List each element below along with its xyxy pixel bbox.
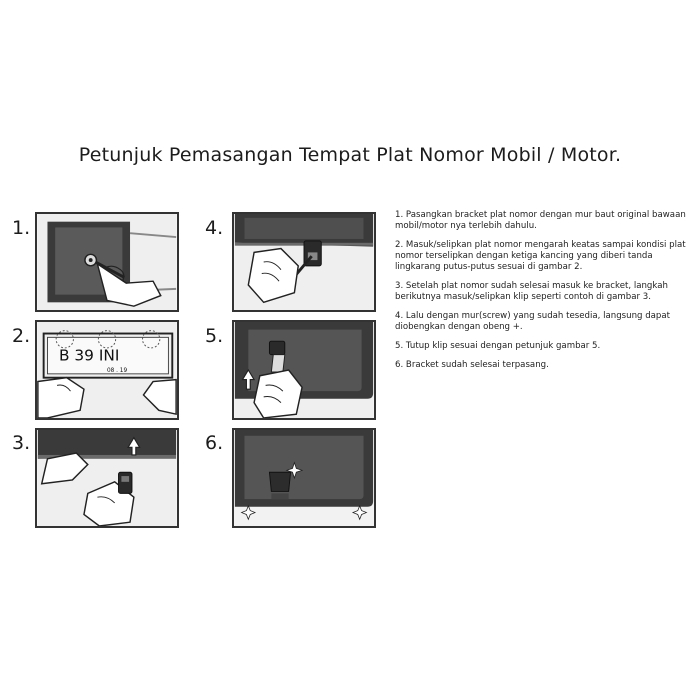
step-2-illustration — [35, 320, 179, 420]
instruction-3: 3. Setelah plat nomor sudah selesai masuk ke bracket, langkah berikutnya masuk/selipkan klip seperti contoh di gambar 3. — [395, 281, 668, 303]
plate-date-text: 08 . 19 — [107, 367, 128, 374]
step-number-5: 5. — [205, 325, 224, 347]
page-title: Petunjuk Pemasangan Tempat Plat Nomor Mobil / Motor. — [78, 144, 622, 166]
step-3-illustration — [35, 428, 179, 528]
instructions-list — [395, 210, 695, 378]
step-number-6: 6. — [205, 432, 224, 454]
step-6-illustration — [232, 428, 376, 528]
bracket-bolt-illustration — [37, 214, 177, 310]
step-number-1: 1. — [12, 217, 31, 239]
instruction-4: 4. Lalu dengan mur(screw) yang sudah tesedia, langsung dapat diobengkan dengan obeng +. — [395, 310, 671, 333]
step-number-3: 3. — [12, 432, 31, 454]
step-1-illustration — [35, 212, 179, 312]
step-number-4: 4. — [205, 217, 224, 239]
instruction-1: 1. Pasangkan bracket plat nomor dengan mur baut original bawaan mobil/motor nya terlebih dahulu. — [395, 210, 686, 232]
instruction-6: 6. Bracket sudah selesai terpasang. — [395, 359, 549, 370]
step-4-illustration — [232, 212, 376, 312]
step-5-illustration — [232, 320, 376, 420]
instruction-5: 5. Tutup klip sesuai dengan petunjuk gambar 5. — [395, 340, 601, 351]
instruction-2: 2. Masuk/selipkan plat nomor mengarah keatas sampai kondisi plat nomor terselipkan dengan ketiga kancing yang diberi tanda lingkarang putus-putus sesuai di gambar 2. — [395, 239, 686, 273]
step-number-2: 2. — [12, 325, 31, 347]
plate-number-text: B 39 INI — [59, 346, 120, 365]
